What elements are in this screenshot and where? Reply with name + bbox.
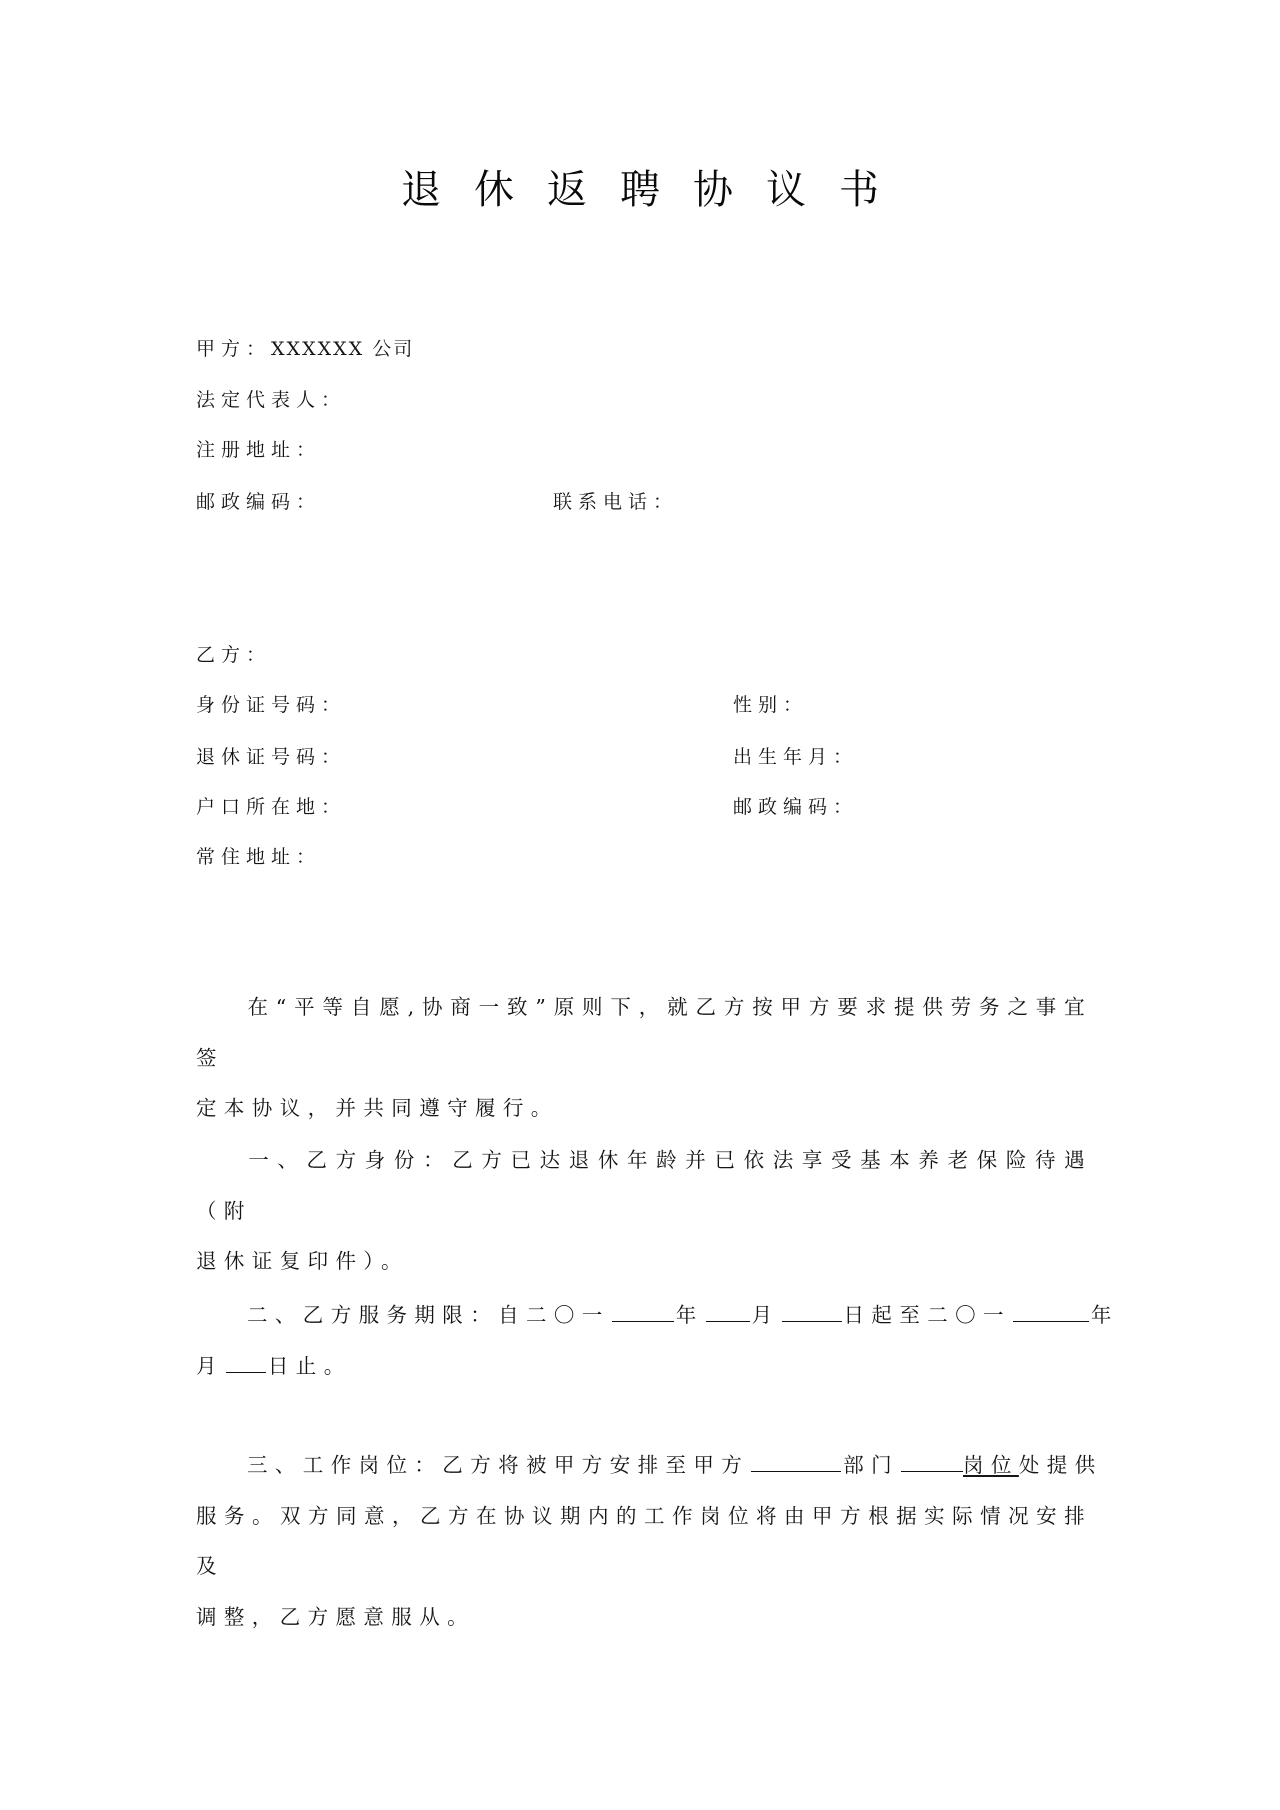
clause-3-prefix: 三、工作岗位：乙方将被甲方安排至甲方 — [247, 1453, 750, 1477]
reg-address-label: 注册地址： — [196, 439, 322, 461]
clause-1-paragraph — [196, 1135, 1092, 1287]
clause-2-year-2: 年 — [1090, 1303, 1119, 1327]
department-blank[interactable] — [751, 1453, 841, 1472]
start-day-blank[interactable] — [782, 1303, 842, 1322]
clause-1-line-2: 退休证复印件）。 — [196, 1249, 409, 1273]
party-b-label: 乙方： — [196, 644, 272, 666]
legal-rep-label: 法定代表人： — [196, 389, 347, 411]
clause-2-month-2: 月 — [196, 1353, 224, 1378]
party-b-postcode-label: 邮政编码： — [733, 796, 859, 818]
preamble-line-2: 定本协议，并共同遵守履行。 — [196, 1096, 559, 1120]
retire-cert-label: 退休证号码： — [196, 746, 347, 768]
clause-2-day-start: 日起至二〇一 — [843, 1303, 1011, 1327]
clause-2-paragraph — [196, 1290, 1119, 1391]
end-day-blank[interactable] — [226, 1354, 266, 1373]
clause-3-post: 岗位 — [963, 1453, 1019, 1477]
residence-label: 常住地址： — [196, 846, 322, 868]
preamble-line-1: 在“平等自愿,协商一致”原则下，就乙方按甲方要求提供劳务之事宜签 — [196, 995, 1092, 1070]
party-a-line — [196, 336, 414, 362]
document-title: 退休返聘协议书 — [401, 167, 912, 213]
party-a-label: 甲方： — [196, 338, 272, 360]
start-year-blank[interactable] — [612, 1303, 674, 1322]
clause-2-month-1: 月 — [751, 1303, 780, 1327]
clause-3-line-3: 调整，乙方愿意服从。 — [196, 1604, 475, 1629]
id-number-label: 身份证号码： — [196, 694, 347, 716]
preamble-paragraph — [196, 982, 1092, 1134]
birth-label: 出生年月： — [733, 746, 859, 768]
end-year-blank[interactable] — [1013, 1303, 1089, 1322]
clause-3-suffix: 处提供 — [1018, 1453, 1103, 1477]
clause-1-line-1: 一、乙方身份：乙方已达退休年龄并已依法享受基本养老保险待遇（附 — [196, 1148, 1092, 1223]
clause-2-year-1: 年 — [675, 1303, 704, 1327]
party-a-name: XXXXXX 公司 — [271, 338, 415, 360]
party-a-postcode-label: 邮政编码： — [196, 491, 322, 513]
hukou-label: 户口所在地： — [196, 796, 347, 818]
clause-2-end: 日止。 — [267, 1353, 352, 1378]
clause-2-prefix: 二、乙方服务期限：自二〇一 — [247, 1303, 610, 1327]
gender-label: 性别： — [733, 694, 809, 716]
clause-3-paragraph — [196, 1440, 1103, 1642]
start-month-blank[interactable] — [706, 1303, 750, 1322]
clause-3-line-2: 服务。双方同意，乙方在协议期内的工作岗位将由甲方根据实际情况安排及 — [196, 1503, 1092, 1578]
post-blank[interactable] — [901, 1453, 963, 1472]
clause-3-dept: 部门 — [843, 1453, 900, 1477]
party-a-phone-label: 联系电话： — [553, 491, 679, 513]
